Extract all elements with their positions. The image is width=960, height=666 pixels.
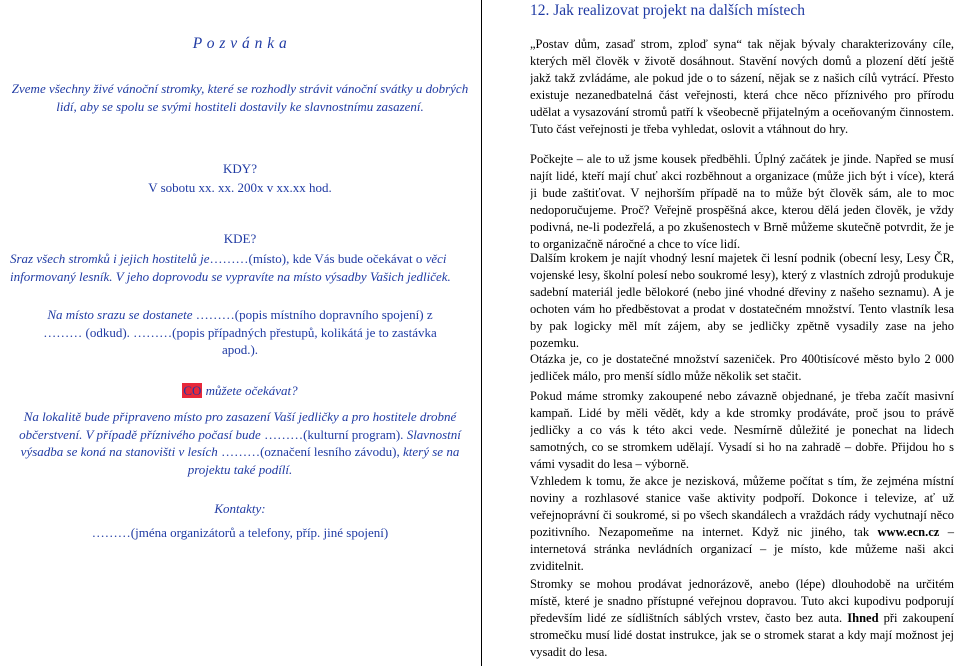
when-label: KDY? bbox=[223, 161, 257, 176]
expect-rest: můžete očekávat? bbox=[202, 383, 298, 398]
article-column bbox=[530, 0, 960, 666]
arrival-b: ………(popis místního dopravního spojení) z ……… (odkud). ………(popis případných přestupů, kolikátá je to zastávka apod.). bbox=[43, 307, 437, 357]
where-text bbox=[0, 250, 480, 285]
paragraph-6-b: – internetová stránka nevládních organizací – je místo, kde můžeme naši akci zviditelnit. bbox=[530, 525, 955, 573]
paragraph-7-bold: Ihned bbox=[847, 611, 879, 625]
ecn-link[interactable]: www.ecn.cz bbox=[877, 525, 940, 539]
where-line1-a: Sraz všech stromků i jejich hostitelů je bbox=[10, 251, 210, 266]
expect-text-a: Na lokalitě bude připraveno místo pro zasazení Vaší jedličky a pro hostitele drobné občerstvení. V případě příznivého počasí bude bbox=[19, 409, 457, 442]
paragraph-7-b: při zakoupení stromečku musí lidé dostat instrukce, jak se o stromek starat a kdy mají možnost jej vysadit do lesa. bbox=[530, 611, 954, 659]
expect-text bbox=[0, 408, 480, 478]
expect-co: CO bbox=[183, 383, 202, 398]
where-line1-b: ………(místo), kde Vás bude očekávat o bbox=[209, 251, 423, 266]
expect-label bbox=[0, 382, 480, 400]
when-text: V sobotu xx. xx. 200x v xx.xx hod. bbox=[148, 180, 332, 195]
expect-text-b: ………(kulturní program). bbox=[264, 426, 404, 442]
expect-text-c: Slavnostní výsadba se koná na stanovišti v lesích bbox=[20, 426, 461, 459]
paragraph-7 bbox=[530, 576, 954, 661]
expect-text-e: který se na projektu také podílí. bbox=[187, 444, 460, 477]
paragraph-7-a: Stromky se mohou prodávat jednorázově, anebo (lépe) dlouhodobě na určitém místě, které je snadno přístupné veřejnou dopravou. Tuto akci kupodivu podporují především lidé ze sídlištních sáblých vrstev, často bez auta. bbox=[530, 577, 954, 625]
paragraph-3: Dalším krokem je najít vhodný lesní majetek či lesní podnik (obecní lesy, Lesy ČR, vojenské lesy, školní polesí nebo soukromé lesy), který z vlastních zdrojů produkuje sadební materiál jedle bělokoré (nebo jiné vhodné dřeviny z našeho seznamu). A je ochoten vám ho předběstovat a prodat v dostatečném množství. Tento vlastník lesa by pak logicky měl mít zájem, aby se jedličky zpětně vysadily zase na jeho pozemku. bbox=[530, 251, 954, 350]
paragraph-4: Otázka je, co je dostatečné množství sazeniček. Pro 400tisícové město bylo 2 000 jedliček málo, pro menší sídlo může několik set stačit. bbox=[530, 352, 954, 383]
contacts-text: ………(jména organizátorů a telefony, příp. jiné spojení) bbox=[91, 525, 389, 540]
paragraph-5: Pokud máme stromky zakoupené nebo závazně objednané, je třeba začít masivní kampaň. Lidé by měli vědět, kdy a kde stromky prodáváte, proč jsou to právě jedličky a co vás k této akci vede. Nesmírně důležité je ponechat na lidech samotných, co se stromkem udělají. Vysadí si ho na zahradě – dobře. Přijdou ho s vámi vysadit do lesa – výborně. bbox=[530, 389, 954, 471]
paragraph-1: „Postav dům, zasaď strom, zploď syna“ tak nějak bývaly charakterizovány cíle, kterých měl člověk v životě dosáhnout. Stavění nových domů a plození dětí ještě jakž takž zvládáme, ale pokud jde o to sázení, nějak se z našich cílů vytrácí. Přesto existuje nezanedbatelná část veřejnosti, která chce něco příznivého pro přírodu udělat a vysazování stromů patří k všeobecně přijatelným a oceňovaným činnostem. Tuto část veřejnosti je třeba vyhledat, oslovit a vtáhnout do hry. bbox=[530, 37, 954, 136]
where-label: KDE? bbox=[223, 231, 257, 246]
expect-text-d: ………(označení lesního závodu), bbox=[221, 444, 400, 459]
paragraph-6 bbox=[530, 473, 954, 575]
invitation-title: P o z v á n k a bbox=[192, 35, 288, 52]
arrival-a: Na místo srazu se dostanete bbox=[47, 307, 196, 322]
arrival-text bbox=[0, 306, 480, 359]
column-divider bbox=[481, 0, 482, 666]
article-heading: 12. Jak realizovat projekt na dalších místech bbox=[530, 2, 806, 19]
where-line2: věci informovaný lesník. V jeho doprovodu se vypravíte na místo výsadby Vašich jedliček. bbox=[10, 251, 451, 284]
paragraph-2: Počkejte – ale to už jsme kousek předběhli. Úplný začátek je jinde. Napřed se musí najít lidé, kteří mají chuť akci rozběhnout a organizace (může jich být i více), která ji bude zaštiťovat. V nejhorším případě na to může být člověk sám, ale to moc nedoporučujeme. Proč? Veřejně prospěšná akce, kterou dělá jeden člověk, je vždy podivná, ne-li podezřelá, a po zkušenostech v Brně můžeme skutečně potvrdit, že je to organizačně náročné a chce to více lidí. bbox=[530, 152, 954, 251]
invitation-intro: Zveme všechny živé vánoční stromky, které se rozhodly strávit vánoční svátky u dobrých lidí, aby se spolu se svými hostiteli dostavily ke slavnostnímu zasazení. bbox=[11, 81, 469, 114]
paragraph-6-a: Vzhledem k tomu, že akce je nezisková, můžeme počítat s tím, že zejména místní noviny a rozhlasové stanice vaše aktivity podpoří. Dokonce i televize, ať už veřejnoprávní či soukromé, si po všech skandálech a vraždách rády vychutnají něco pozitivního. Nezapomeňme na internet. Když nic jiného, tak bbox=[530, 474, 954, 539]
contacts-label: Kontakty: bbox=[214, 501, 266, 516]
